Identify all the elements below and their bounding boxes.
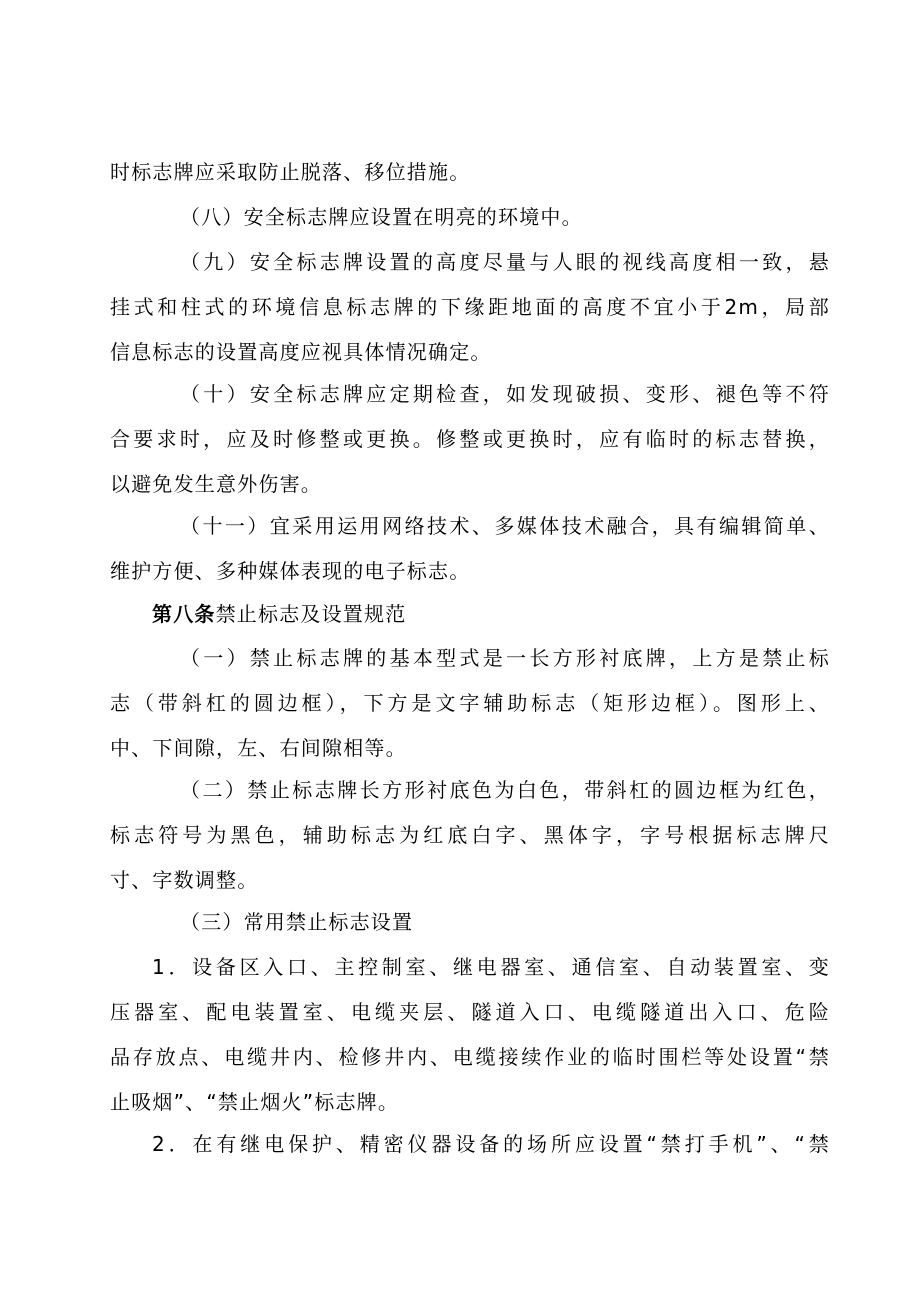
article-heading <box>152 600 830 628</box>
text-line: 寸、字数调整。 <box>110 868 259 892</box>
text-line: （二）禁止标志牌长方形衬底色为白色，带斜杠的圆边框为红色， <box>180 778 830 802</box>
article-number: 第八条 <box>152 602 216 626</box>
text-line: 挂式和柱式的环境信息标志牌的下缘距地面的高度不宜小于2m，局部 <box>110 295 830 319</box>
text-line: 时标志牌应采取防止脱落、移位措施。 <box>110 160 471 184</box>
text-line: （三）常用禁止标志设置 <box>180 910 414 934</box>
text-line: 信息标志的设置高度应视具体情况确定。 <box>110 340 492 364</box>
text-line: （十一）宜采用运用网络技术、多媒体技术融合，具有编辑简单、 <box>180 514 830 538</box>
text-line: 合要求时，应及时修整或更换。修整或更换时，应有临时的标志替换， <box>110 427 830 451</box>
text-line: 以避免发生意外伤害。 <box>110 472 322 496</box>
text-line: （八）安全标志牌应设置在明亮的环境中。 <box>180 205 583 229</box>
list-item-line: 2．在有继电保护、精密仪器设备的场所应设置“禁打手机”、“禁 <box>152 1132 830 1156</box>
text-line: （一）禁止标志牌的基本型式是一长方形衬底牌，上方是禁止标 <box>180 646 830 670</box>
text-line: 标志符号为黑色，辅助标志为红底白字、黑体字，字号根据标志牌尺 <box>110 823 830 847</box>
list-item-line: 1．设备区入口、主控制室、继电器室、通信室、自动装置室、变 <box>152 955 830 979</box>
list-item-line: 品存放点、电缆井内、检修井内、电缆接续作业的临时围栏等处设置“禁 <box>110 1045 830 1069</box>
text-line: （九）安全标志牌设置的高度尽量与人眼的视线高度相一致，悬 <box>180 250 830 274</box>
text-line: （十）安全标志牌应定期检查，如发现破损、变形、褪色等不符 <box>180 382 830 406</box>
text-line: 志（带斜杠的圆边框），下方是文字辅助标志（矩形边框）。图形上、 <box>110 691 830 715</box>
list-item-line: 压器室、配电装置室、电缆夹层、隧道入口、电缆隧道出入口、危险 <box>110 1000 830 1024</box>
article-title: 禁止标志及设置规范 <box>215 602 407 626</box>
text-line: 中、下间隙，左、右间隙相等。 <box>110 736 407 760</box>
text-line: 维护方便、多种媒体表现的电子标志。 <box>110 559 471 583</box>
list-item-line: 止吸烟”、“禁止烟火”标志牌。 <box>110 1090 400 1114</box>
